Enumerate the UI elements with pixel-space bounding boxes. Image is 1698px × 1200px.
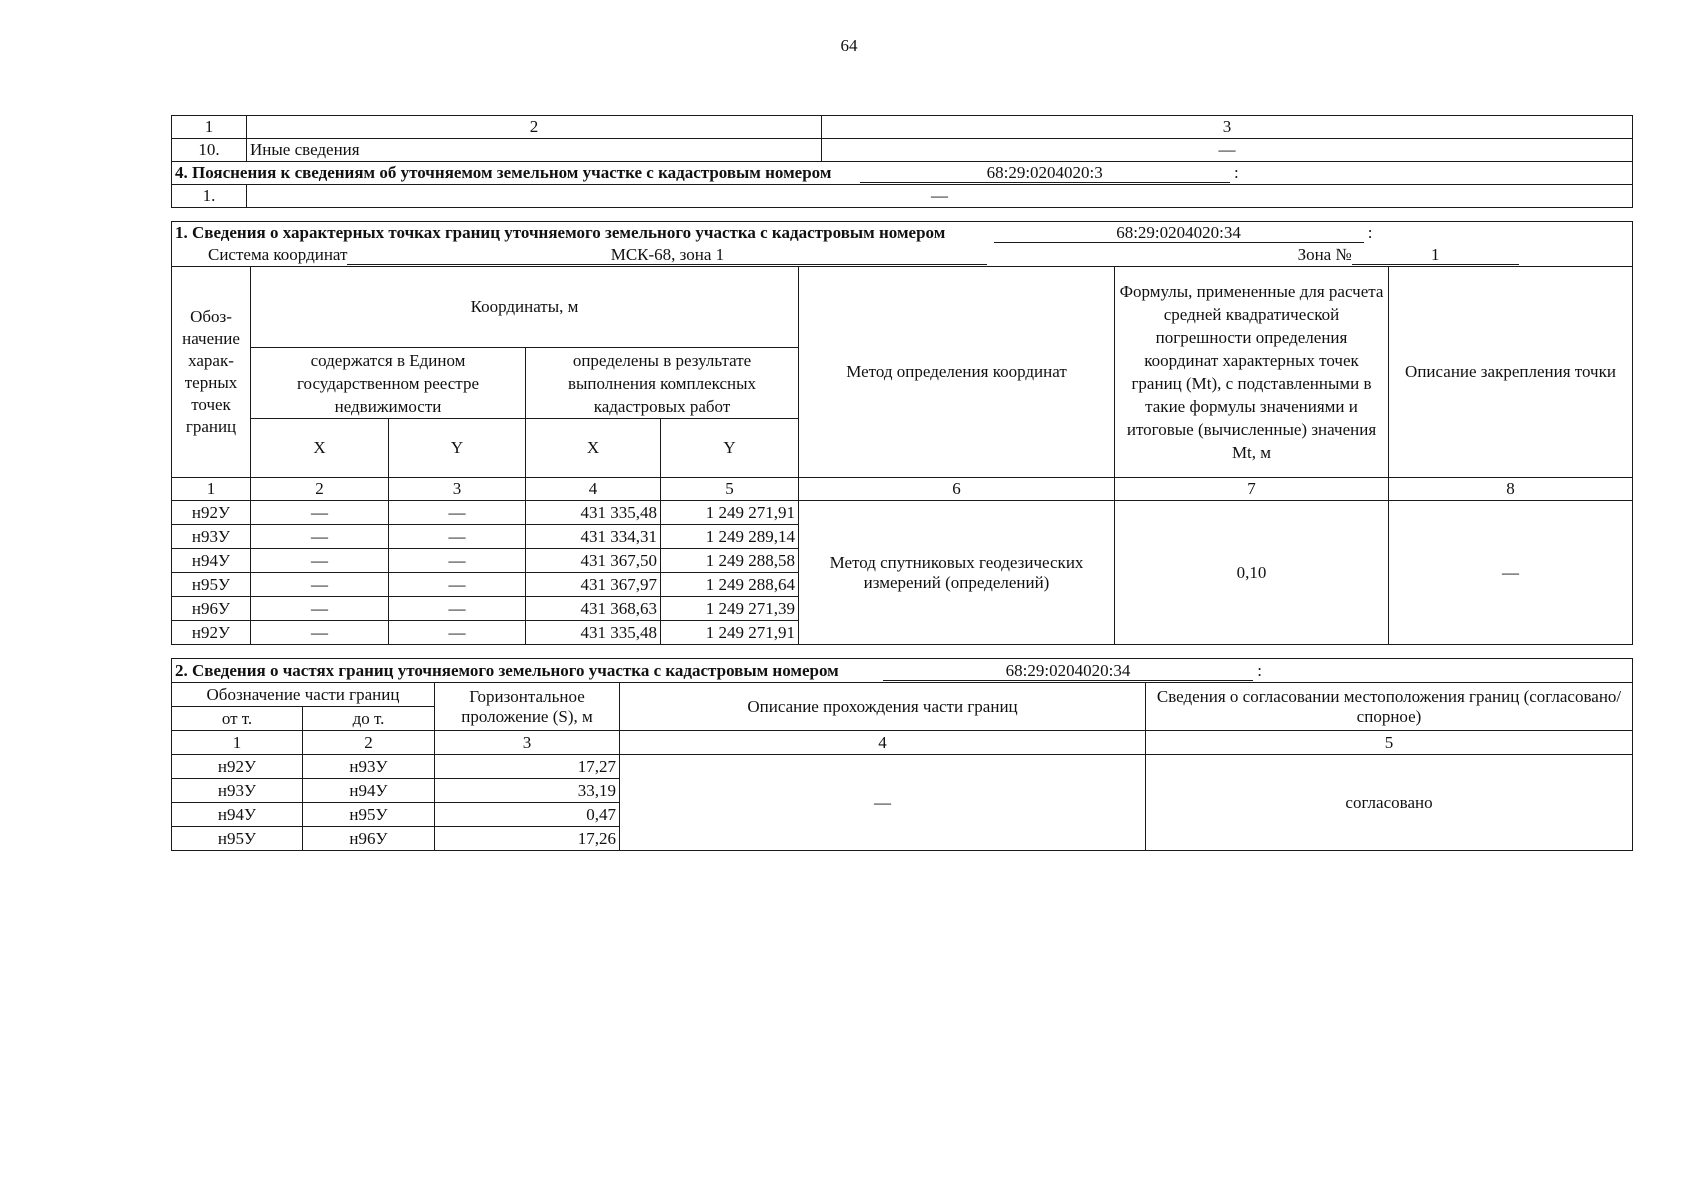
horizontal-length: 0,47 (435, 803, 620, 827)
from-point-header: от т. (172, 707, 303, 731)
x-value: 431 367,50 (526, 549, 661, 573)
explanation-value: — (247, 185, 1633, 208)
other-info-value: — (822, 139, 1633, 162)
y-egrn: — (389, 621, 526, 645)
horizontal-length: 17,27 (435, 755, 620, 779)
method-header: Метод определения координат (799, 267, 1115, 478)
x-value: 431 335,48 (526, 501, 661, 525)
section-1-title: 1. Сведения о характерных точках границ уточняемого земельного участка с кадастровым номером (175, 223, 946, 242)
coordinates-header: Координаты, м (251, 267, 799, 348)
coordinate-system-row (172, 244, 1633, 267)
y-egrn: — (389, 549, 526, 573)
section-2-cadastral-number: 68:29:0204020:34 (883, 661, 1253, 681)
y-egrn: — (389, 501, 526, 525)
y-egrn: — (389, 573, 526, 597)
y-egrn: — (389, 597, 526, 621)
column-number: 4 (620, 731, 1146, 755)
y-value: 1 249 271,39 (661, 597, 799, 621)
to-point: н95У (303, 803, 435, 827)
row-number: 10. (172, 139, 247, 162)
point-name: н92У (172, 621, 251, 645)
y-value: 1 249 271,91 (661, 621, 799, 645)
section-1-cadastral-number: 68:29:0204020:34 (994, 223, 1364, 243)
point-name: н93У (172, 525, 251, 549)
x-header: X (251, 419, 389, 478)
column-number: 3 (435, 731, 620, 755)
x-egrn: — (251, 621, 389, 645)
column-number: 2 (303, 731, 435, 755)
x-value: 431 368,63 (526, 597, 661, 621)
y-header: Y (661, 419, 799, 478)
formulas-header: Формулы, примененные для расчета средней квадратической погрешности определения координат характерных точек границ (Mt), с подставленными в такие формулы значениями и итоговые (вычисленные) значения Mt, м (1115, 267, 1389, 478)
section-2-title: 2. Сведения о частях границ уточняемого земельного участка с кадастровым номером (175, 660, 839, 680)
determined-coordinates-header: определены в результате выполнения комплексных кадастровых работ (526, 348, 799, 419)
x-header: X (526, 419, 661, 478)
egrn-coordinates-header: содержатся в Едином государственном реестре недвижимости (251, 348, 526, 419)
boundary-points-table (171, 221, 1633, 645)
zone-value: 1 (1352, 245, 1519, 265)
section-1-heading (172, 222, 1633, 245)
fixing-header: Описание закрепления точки (1389, 267, 1633, 478)
horizontal-length-header: Горизонтальное проложение (S), м (435, 683, 620, 731)
point-name: н92У (172, 501, 251, 525)
method-value: Метод спутниковых геодезических измерений (определений) (799, 501, 1115, 645)
column-number: 6 (799, 478, 1115, 501)
column-number: 1 (172, 731, 303, 755)
from-point: н94У (172, 803, 303, 827)
column-number: 7 (1115, 478, 1389, 501)
mt-value: 0,10 (1115, 501, 1389, 645)
fixing-value: — (1389, 501, 1633, 645)
from-point: н93У (172, 779, 303, 803)
column-number: 3 (389, 478, 526, 501)
section-4-cadastral-number: 68:29:0204020:3 (860, 163, 1230, 183)
y-value: 1 249 288,58 (661, 549, 799, 573)
from-point: н95У (172, 827, 303, 851)
colon: : (1233, 163, 1239, 182)
agreement-value: согласовано (1146, 755, 1633, 851)
horizontal-length: 17,26 (435, 827, 620, 851)
x-egrn: — (251, 573, 389, 597)
part-description-value: — (620, 755, 1146, 851)
x-value: 431 367,97 (526, 573, 661, 597)
coordinate-system-value: МСК-68, зона 1 (347, 245, 987, 265)
point-designation-header: Обоз-начение харак-терных точек границ (172, 267, 251, 478)
other-info-table (171, 115, 1633, 208)
x-egrn: — (251, 597, 389, 621)
x-egrn: — (251, 549, 389, 573)
y-value: 1 249 271,91 (661, 501, 799, 525)
from-point: н92У (172, 755, 303, 779)
colon: : (1367, 223, 1373, 242)
zone-label: Зона № (1297, 245, 1352, 264)
horizontal-length: 33,19 (435, 779, 620, 803)
column-number: 4 (526, 478, 661, 501)
x-value: 431 334,31 (526, 525, 661, 549)
section-2-heading (172, 659, 1633, 683)
other-info-label: Иные сведения (247, 139, 822, 162)
x-value: 431 335,48 (526, 621, 661, 645)
section-4-heading (172, 162, 1633, 185)
y-header: Y (389, 419, 526, 478)
section-4-title: 4. Пояснения к сведениям об уточняемом земельном участке с кадастровым номером (175, 163, 832, 182)
part-description-header: Описание прохождения части границ (620, 683, 1146, 731)
boundary-parts-table (171, 658, 1633, 851)
column-number: 5 (661, 478, 799, 501)
y-egrn: — (389, 525, 526, 549)
column-number: 1 (172, 478, 251, 501)
colon: : (1257, 660, 1262, 680)
agreement-header: Сведения о согласовании местоположения границ (согласовано/спорное) (1146, 683, 1633, 731)
column-number: 3 (822, 116, 1633, 139)
point-name: н96У (172, 597, 251, 621)
y-value: 1 249 289,14 (661, 525, 799, 549)
coordinate-system-label: Система координат (208, 245, 348, 264)
table-row (172, 755, 1633, 779)
column-number: 8 (1389, 478, 1633, 501)
y-value: 1 249 288,64 (661, 573, 799, 597)
column-number: 2 (247, 116, 822, 139)
to-point: н96У (303, 827, 435, 851)
x-egrn: — (251, 501, 389, 525)
to-point: н93У (303, 755, 435, 779)
table-row (172, 501, 1633, 525)
x-egrn: — (251, 525, 389, 549)
page-number: 64 (840, 36, 858, 55)
column-number: 2 (251, 478, 389, 501)
point-name: н94У (172, 549, 251, 573)
column-number: 1 (172, 116, 247, 139)
row-number: 1. (172, 185, 247, 208)
part-designation-header: Обозначение части границ (172, 683, 435, 707)
column-number: 5 (1146, 731, 1633, 755)
point-name: н95У (172, 573, 251, 597)
to-point: н94У (303, 779, 435, 803)
to-point-header: до т. (303, 707, 435, 731)
